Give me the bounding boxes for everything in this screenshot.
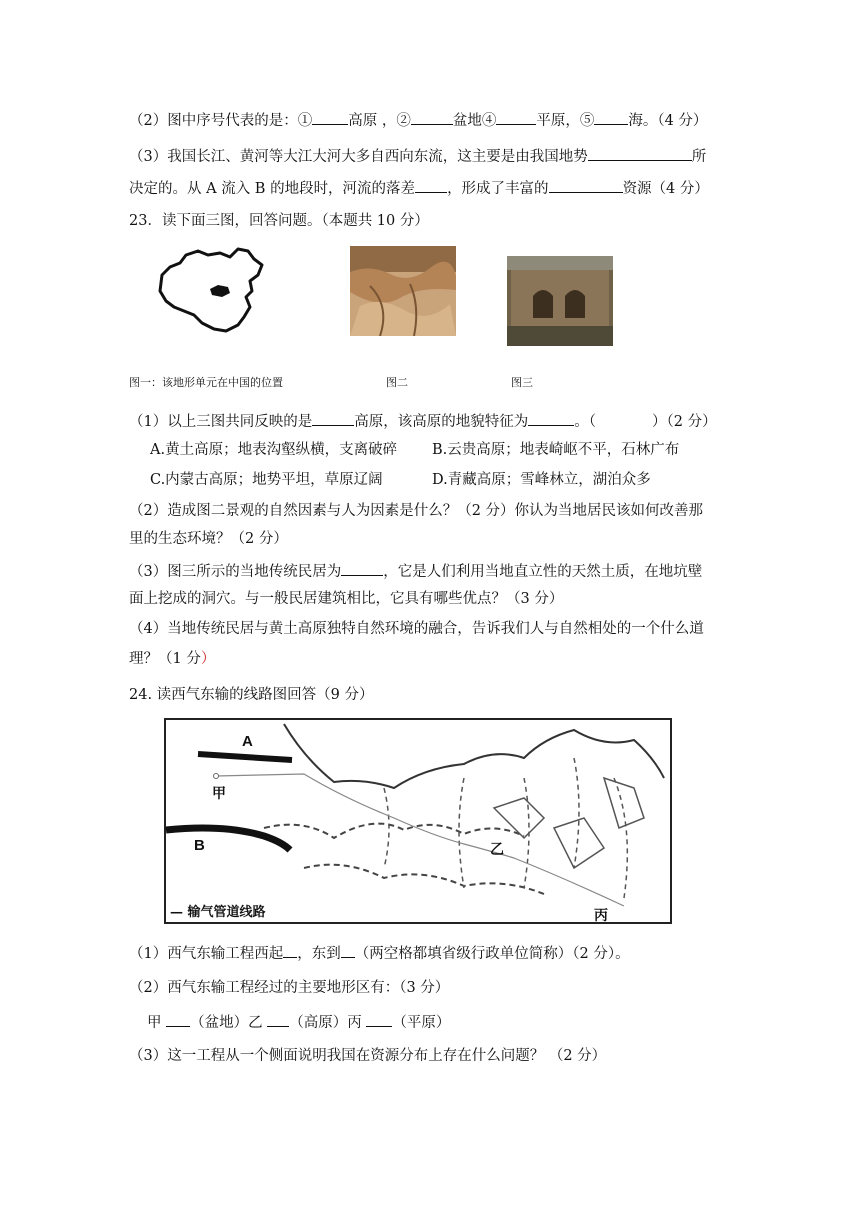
figure3-caption: 图三 [511,376,533,389]
answer-blank[interactable] [341,943,355,958]
answer-blank[interactable] [267,1012,289,1027]
q23-part3-line2: 面上挖成的洞穴。与一般民居建筑相比，它具有哪些优点？（3 分） [129,591,564,607]
loess-gully-photo [350,246,456,336]
map-label-jia: 甲 [212,786,226,802]
option-a: A.黄土高原；地表沟壑纵横，支离破碎 [150,442,398,458]
answer-blank[interactable] [415,178,447,193]
answer-blank[interactable] [594,110,628,125]
q24-part2: （2）西气东输工程经过的主要地形区有：（3 分） [129,980,450,996]
q24-part2-blanks: 甲 （盆地）乙 （高原）丙 （平原） [147,1012,450,1033]
figure2-caption: 图二 [386,376,408,389]
q24-part1: （1）西气东输工程西起 ，东到 （两空格都填省级行政单位简称）（2 分）。 [129,943,630,964]
answer-blank[interactable] [341,561,383,576]
map-legend: — 输气管道线路 [170,905,266,920]
answer-blank[interactable] [496,110,536,125]
map-label-bing: 丙 [594,908,608,924]
answer-blank[interactable] [549,178,623,193]
q23-part4-line1: （4）当地传统民居与黄土高原独特自然环境的融合，告诉我们人与自然相处的一个什么道 [129,621,704,637]
option-d: D.青藏高原；雪峰林立，湖泊众多 [432,472,651,488]
q22-part2: （2）图中序号代表的是：① 高原 ，② 盆地④ 平原，⑤ 海。（4 分） [129,110,707,131]
question-23-title: 23．读下面三图，回答问题。（本题共 10 分） [129,213,429,229]
china-outline-map [154,245,268,337]
q22-part3-line2: 决定的。从 A 流入 B 的地段时，河流的落差 ，形成了丰富的 资源（4 分） [129,178,709,199]
answer-blank[interactable] [366,1012,392,1027]
q22-part3-line1: （3）我国长江、黄河等大江大河大多自西向东流，这主要是由我国地势 所 [129,146,706,167]
q23-part1: （1）以上三图共同反映的是 高原，该高原的地貌特征为 。（ ）（2 分） [129,411,717,432]
option-b: B.云贵高原；地表崎岖不平，石林广布 [432,442,680,458]
q23-part2-line1: （2）造成图二景观的自然因素与人为因素是什么？（2 分）你认为当地居民该如何改善那 [129,503,704,519]
answer-blank[interactable] [528,411,574,426]
answer-blank[interactable] [411,110,453,125]
answer-blank[interactable] [166,1012,190,1027]
map-label-b: B [194,837,205,854]
map-label-yi: 乙 [490,842,504,858]
answer-blank[interactable] [312,110,348,125]
answer-blank[interactable] [588,146,692,161]
q23-part2-line2: 里的生态环境？（2 分） [129,531,288,547]
question-24-title: 24. 读西气东输的线路图回答（9 分） [129,687,374,703]
answer-blank[interactable] [312,411,354,426]
map-label-a: A [242,733,253,750]
answer-blank[interactable] [283,943,297,958]
figure1-caption: 图一：该地形单元在中国的位置 [129,376,283,389]
q23-part4-line2: 理？（1 分） [129,651,216,667]
loess-plateau-region [210,285,230,297]
q23-part3-line1: （3）图三所示的当地传统民居为 ，它是人们利用当地直立性的天然土质，在地坑壁 [129,561,702,582]
cave-dwelling-photo [507,256,613,346]
q24-part3: （3）这一工程从一个侧面说明我国在资源分布上存在什么问题？ （2 分） [129,1048,607,1064]
west-east-gas-pipeline-map [164,718,672,924]
option-c: C.内蒙古高原；地势平坦，草原辽阔 [150,472,383,488]
